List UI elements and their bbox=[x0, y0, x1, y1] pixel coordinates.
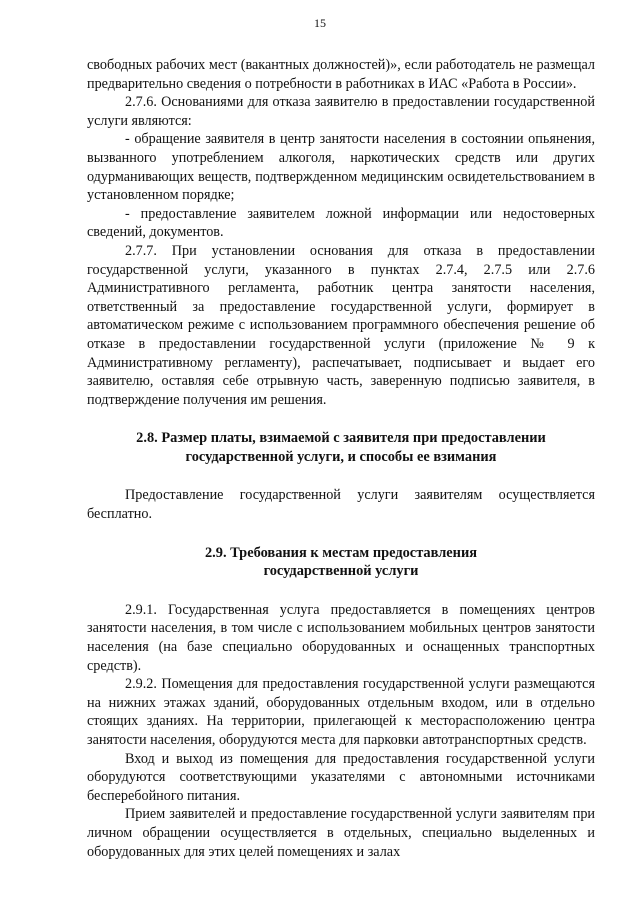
section-heading-2-8-line1: 2.8. Размер платы, взимаемой с заявителя при предоставлении bbox=[136, 430, 546, 447]
section-heading-2-8-line2: государственной услуги, и способы ее взимания bbox=[185, 448, 497, 465]
paragraph-entrance-exit: Вход и выход из помещения для предоставления государственной услуги оборудуются соответствующими указателями с автономными источниками бесперебойного питания. bbox=[87, 750, 595, 804]
paragraph-2-7-7: 2.7.7. При установлении основания для отказа в предоставлении государственной услуги, указанного в пунктах 2.7.4, 2.7.5 или 2.7.6 Административного регламента, работник центра занятости населения, ответственный за предоставление государственной услуги, формирует в автоматическом режиме с использованием программного обеспечения решение об отказе в предоставлении государственной услуги (приложение № 9 к Административному регламенту), распечатывает, подписывает и выдает его заявителю, оставляя себе отрывную часть, заверенную подписью заявителя, в подтверждение получения им решения. bbox=[87, 242, 595, 408]
section-heading-2-9 bbox=[87, 544, 595, 581]
section-heading-2-9-line1: 2.9. Требования к местам предоставления bbox=[204, 544, 478, 561]
list-item-false-information: - предоставление заявителем ложной информации или недостоверных сведений, документов. bbox=[87, 205, 595, 241]
document-body bbox=[87, 56, 595, 861]
paragraph-2-9-1: 2.9.1. Государственная услуга предоставляется в помещениях центров занятости населения, в том числе с использованием мобильных центров занятости населения (на базе специально оборудованных и оснащенных транспортных средств). bbox=[87, 601, 595, 674]
list-item-intoxication: - обращение заявителя в центр занятости населения в состоянии опьянения, вызванного употреблением алкоголя, наркотических средств или других одурманивающих веществ, подтвержденном медицинским освидетельствованием в установленном порядке; bbox=[87, 131, 595, 204]
section-heading-2-9-line2: государственной услуги bbox=[263, 563, 419, 580]
section-heading-2-8 bbox=[87, 429, 595, 466]
paragraph-free-of-charge: Предоставление государственной услуги заявителям осуществляется бесплатно. bbox=[87, 487, 595, 523]
paragraph-continuation: свободных рабочих мест (вакантных должностей)», если работодатель не размещал предварительно сведения о потребности в работниках в ИАС «Работа в России». bbox=[87, 57, 595, 92]
page-number: 15 bbox=[314, 16, 326, 30]
paragraph-2-7-6: 2.7.6. Основаниями для отказа заявителю в предоставлении государственной услуги являются: bbox=[87, 94, 595, 129]
paragraph-reception: Прием заявителей и предоставление государственной услуги заявителям при личном обращении осуществляется в отдельных, специально выделенных и оборудованных для этих целей помещениях и залах bbox=[87, 806, 595, 860]
paragraph-2-9-2: 2.9.2. Помещения для предоставления государственной услуги размещаются на нижних этажах зданий, оборудованных отдельным входом, или в отдельно стоящих зданиях. На территории, прилегающей к месторасположению центра занятости населения, оборудуются места для парковки автотранспортных средств. bbox=[87, 676, 595, 748]
